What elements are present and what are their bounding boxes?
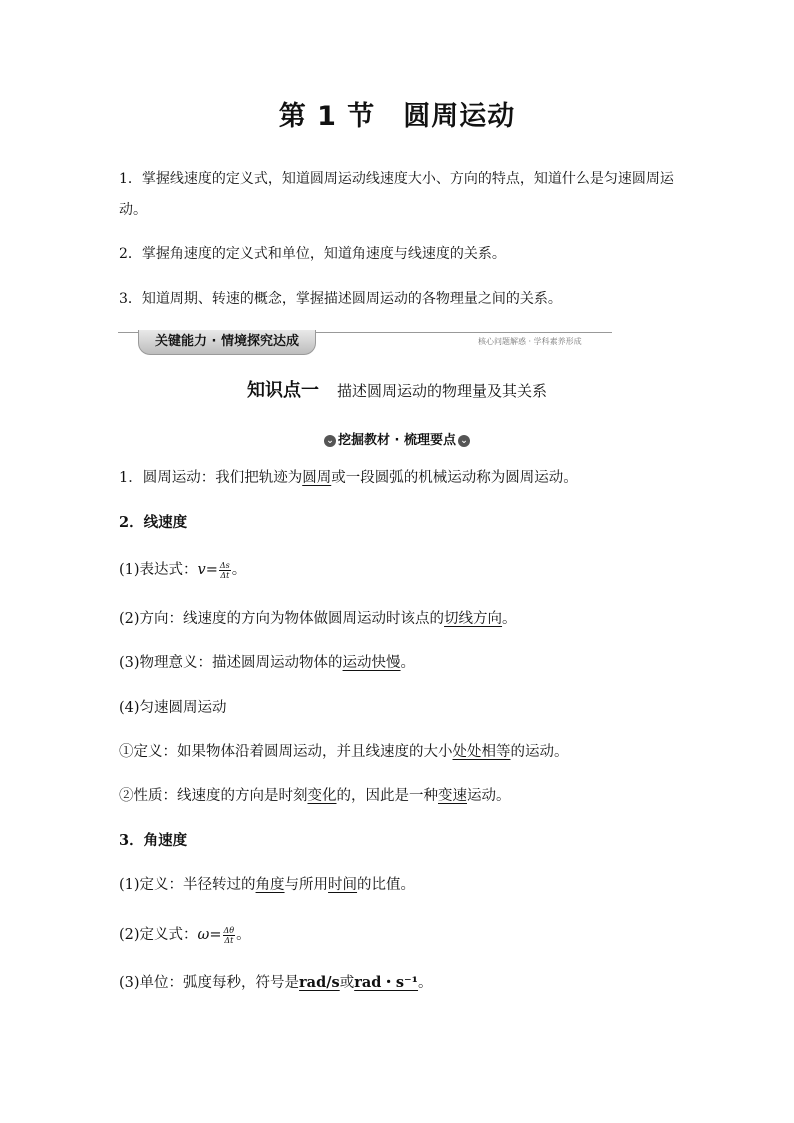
text: (2)方向：线速度的方向为物体做圆周运动时该点的 (119, 611, 445, 627)
text: ①定义：如果物体沿着圆周运动，并且线速度的大小 (119, 744, 453, 760)
knowledge-point-title: 描述圆周运动的物理量及其关系 (336, 382, 547, 400)
text: (1)定义：半径转过的 (119, 877, 256, 893)
content-line-12 (119, 973, 433, 993)
content-heading-linear-velocity: 2．线速度 (119, 514, 188, 531)
text: 的比值。 (357, 877, 416, 893)
text: 的，因此是一种 (336, 788, 438, 804)
text: (1)表达式： (119, 562, 198, 578)
underlined-answer: 切线方向 (444, 611, 503, 627)
content-line-1 (119, 468, 578, 488)
text: 。 (236, 927, 251, 943)
objective-3: 3．知道周期、转速的概念，掌握描述圆周运动的各物理量之间的关系。 (119, 291, 562, 307)
chevron-down-icon: ⌄ (324, 435, 336, 447)
content-line-6: (4)匀速圆周运动 (119, 700, 227, 716)
underlined-answer: rad/s (299, 974, 340, 991)
text: 与所用 (284, 877, 329, 893)
text: 或 (339, 975, 355, 991)
text: (3)单位：弧度每秒，符号是 (119, 975, 300, 991)
sub-header-text: 挖掘教材 · 梳理要点 (338, 433, 456, 448)
knowledge-point-tag: 知识点一 (246, 380, 319, 401)
fraction-denominator: Δt (224, 935, 234, 945)
content-line-4 (119, 609, 517, 629)
content-line-11 (119, 925, 251, 945)
underlined-answer: 运动快慢 (342, 655, 401, 671)
chevron-down-icon: ⌄ (458, 435, 470, 447)
objective-2: 2．掌握角速度的定义式和单位，知道角速度与线速度的关系。 (119, 246, 506, 262)
underlined-answer: 圆周 (302, 470, 332, 486)
fraction-numerator: Δθ (223, 925, 235, 935)
fraction-denominator: Δt (220, 570, 230, 580)
underlined-answer: rad・s⁻¹ (354, 974, 419, 991)
math-symbol: v (197, 562, 206, 578)
content-line-3 (119, 560, 246, 580)
text: = (205, 562, 218, 578)
content-line-10 (119, 875, 415, 895)
underlined-answer: 角度 (255, 877, 285, 893)
content-line-5 (119, 653, 415, 673)
content-line-7 (119, 742, 569, 762)
underlined-answer: 时间 (328, 877, 358, 893)
fraction (219, 561, 231, 580)
content-line-8 (119, 786, 511, 806)
text: 运动。 (467, 788, 511, 804)
page-title: 第 1 节 圆周运动 (278, 101, 516, 132)
text: = (209, 927, 222, 943)
text: ②性质：线速度的方向是时刻 (119, 788, 308, 804)
text: (3)物理意义：描述圆周运动物体的 (119, 655, 343, 671)
fraction-numerator: Δs (219, 560, 230, 570)
text: 。 (400, 655, 416, 671)
text: 。 (502, 611, 517, 627)
math-symbol: ω (197, 927, 210, 943)
underlined-answer: 变化 (307, 788, 337, 804)
section-header-right: 核心问题解惑 · 学科素养形成 (478, 337, 582, 346)
content-heading-angular-velocity: 3．角速度 (119, 832, 188, 849)
underlined-answer: 变速 (438, 788, 467, 804)
text: (2)定义式： (119, 927, 198, 943)
text: 的运动。 (510, 744, 569, 760)
knowledge-point-heading (0, 376, 794, 402)
text: 1．圆周运动：我们把轨迹为 (119, 470, 303, 486)
objective-1: 1．掌握线速度的定义式，知道圆周运动线速度大小、方向的特点，知道什么是匀速圆周运动。 (119, 171, 674, 218)
sub-header (0, 429, 794, 448)
fraction (223, 926, 236, 945)
text: 或一段圆弧的机械运动称为圆周运动。 (331, 470, 578, 486)
section-header-label: 关键能力 · 情境探究达成 (138, 330, 316, 355)
underlined-answer: 处处相等 (452, 744, 511, 760)
text: 。 (231, 562, 247, 578)
text: 。 (418, 975, 433, 991)
